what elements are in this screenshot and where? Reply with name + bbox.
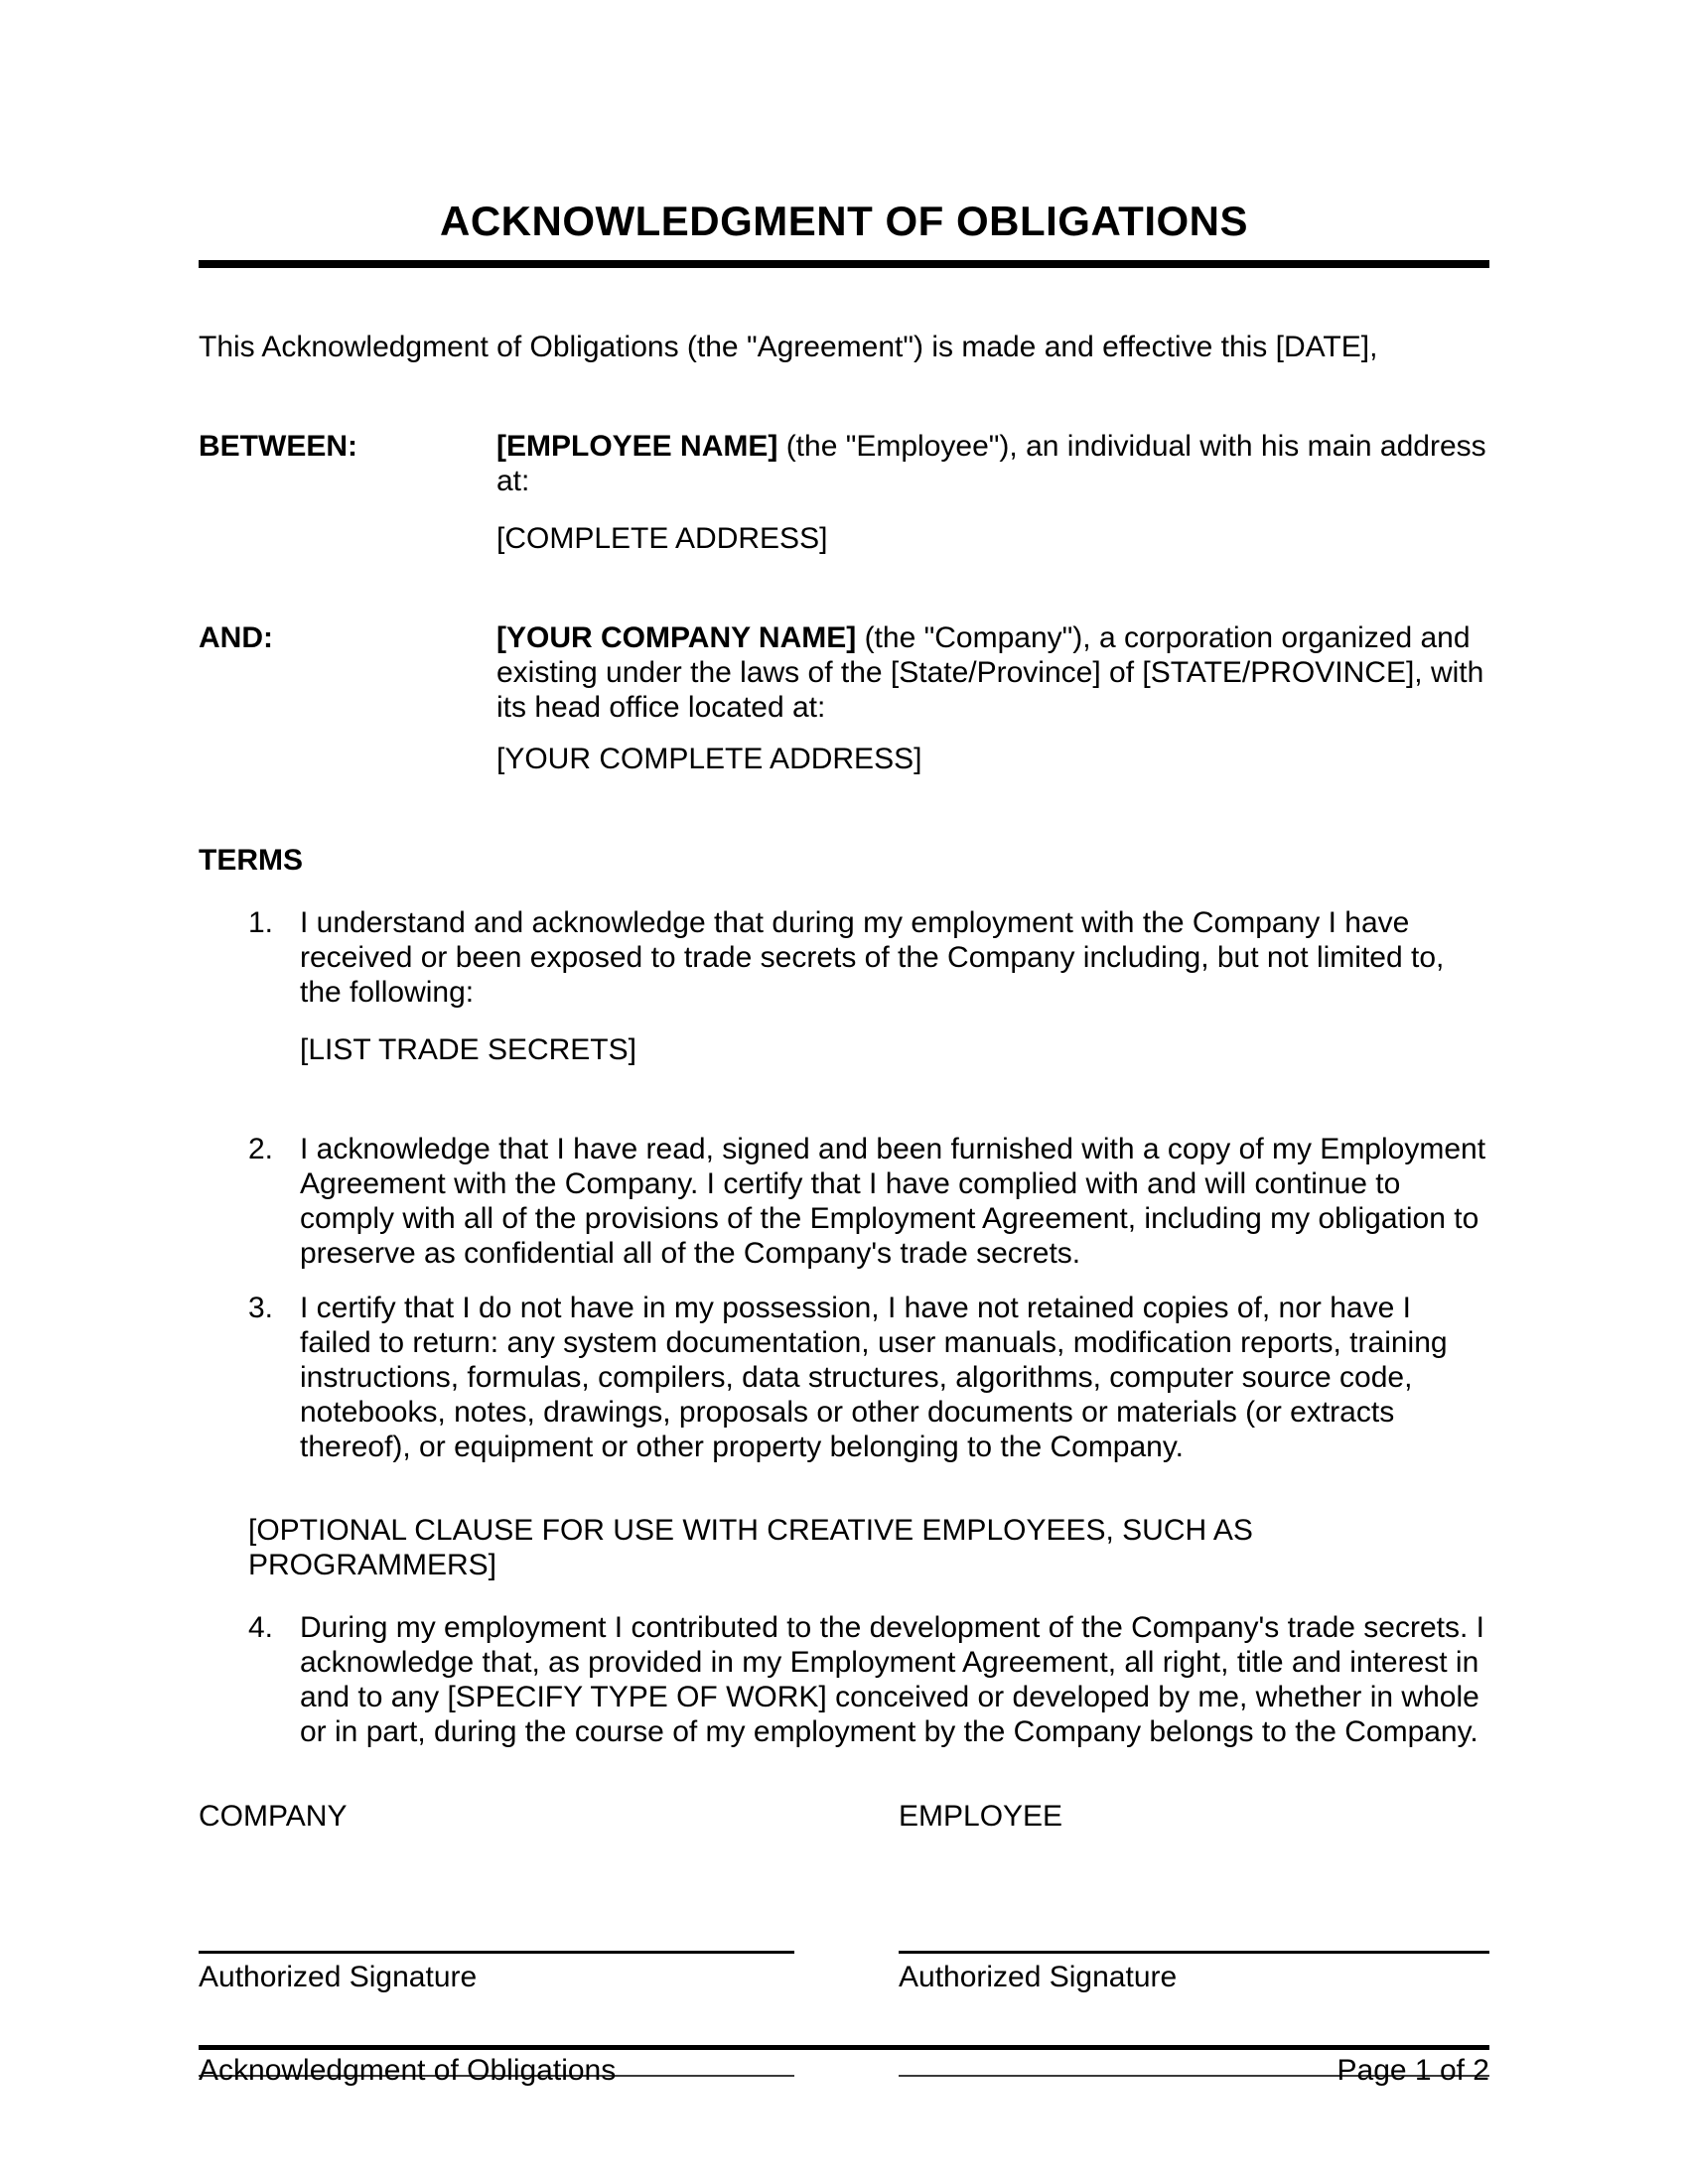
company-heading: COMPANY <box>199 1800 348 1833</box>
and-section <box>199 620 1489 776</box>
company-signature-line <box>199 1951 794 1954</box>
term-3-number: 3. <box>248 1292 274 1324</box>
company-party-description: (the "Company"), a corporation organized and existing under the laws of the [State/Province] of [STATE/PROVINCE], with its head office located at: <box>496 621 1484 724</box>
document-title: ACKNOWLEDGMENT OF OBLIGATIONS <box>440 198 1248 244</box>
between-section <box>199 429 1489 556</box>
trade-secrets-placeholder: [LIST TRADE SECRETS] <box>300 1033 636 1066</box>
employee-signature-label: Authorized Signature <box>899 1961 1178 1993</box>
company-name-placeholder: [YOUR COMPANY NAME] <box>496 621 857 654</box>
term-item-1 <box>199 905 1489 1010</box>
employee-heading: EMPLOYEE <box>899 1800 1063 1833</box>
term-item-4 <box>199 1610 1489 1749</box>
terms-heading: TERMS <box>199 844 303 877</box>
footer-text-row <box>199 2053 1489 2088</box>
title-rule <box>199 260 1489 268</box>
employee-party-description: (the "Employee"), an individual with his main address at: <box>496 430 1486 497</box>
company-address-placeholder: [YOUR COMPLETE ADDRESS] <box>496 743 922 775</box>
page-footer <box>199 2045 1489 2088</box>
term-1-text: I understand and acknowledge that during my employment with the Company I have received or been exposed to trade secrets of the Company including, but not limited to, the following: <box>300 906 1445 1009</box>
employee-party-line <box>496 429 1489 498</box>
employee-address-placeholder: [COMPLETE ADDRESS] <box>496 522 828 555</box>
intro-paragraph: This Acknowledgment of Obligations (the "Agreement") is made and effective this [DATE], <box>199 331 1378 363</box>
company-signature-label: Authorized Signature <box>199 1961 478 1993</box>
between-content <box>496 429 1489 556</box>
footer-page-number: Page 1 of 2 <box>1336 2054 1489 2087</box>
employee-signature-line <box>899 1951 1489 1954</box>
footer-rule <box>199 2045 1489 2050</box>
signature-section <box>199 1799 1489 2077</box>
term-2-text: I acknowledge that I have read, signed and been furnished with a copy of my Employment Agreement with the Company. I certify that I have complied with and will continue to comply with all of the provisions of the Employment Agreement, including my obligation to preserve as confidential all of the Company's trade secrets. <box>300 1133 1486 1270</box>
term-4-text: During my employment I contributed to the development of the Company's trade secrets. I acknowledge that, as provided in my Employment Agreement, all right, title and interest in and to any [SPECIFY TYPE OF WORK] conceived or developed by me, whether in whole or in part, during the course of my employment by the Company belongs to the Company. <box>300 1611 1484 1748</box>
term-item-3 <box>199 1291 1489 1464</box>
employee-name-placeholder: [EMPLOYEE NAME] <box>496 430 778 463</box>
term-3-text: I certify that I do not have in my possession, I have not retained copies of, nor have I failed to return: any system documentation, user manuals, modification reports, training instructions, formulas, compilers, data structures, algorithms, computer source code, notebooks, notes, drawings, proposals or other documents or materials (or extracts thereof), or equipment or other property belonging to the Company. <box>300 1292 1448 1463</box>
footer-document-name: Acknowledgment of Obligations <box>199 2054 617 2087</box>
term-1-number: 1. <box>248 906 274 939</box>
optional-clause-note: [OPTIONAL CLAUSE FOR USE WITH CREATIVE EMPLOYEES, SUCH AS PROGRAMMERS] <box>248 1514 1253 1581</box>
company-signature-column <box>199 1799 794 2077</box>
employee-signature-column <box>899 1799 1489 2077</box>
term-item-2 <box>199 1132 1489 1271</box>
and-label: AND: <box>199 621 273 654</box>
term-4-number: 4. <box>248 1611 274 1644</box>
and-content <box>496 620 1489 776</box>
between-label: BETWEEN: <box>199 430 357 463</box>
term-2-number: 2. <box>248 1133 274 1165</box>
company-party-line <box>496 620 1489 725</box>
